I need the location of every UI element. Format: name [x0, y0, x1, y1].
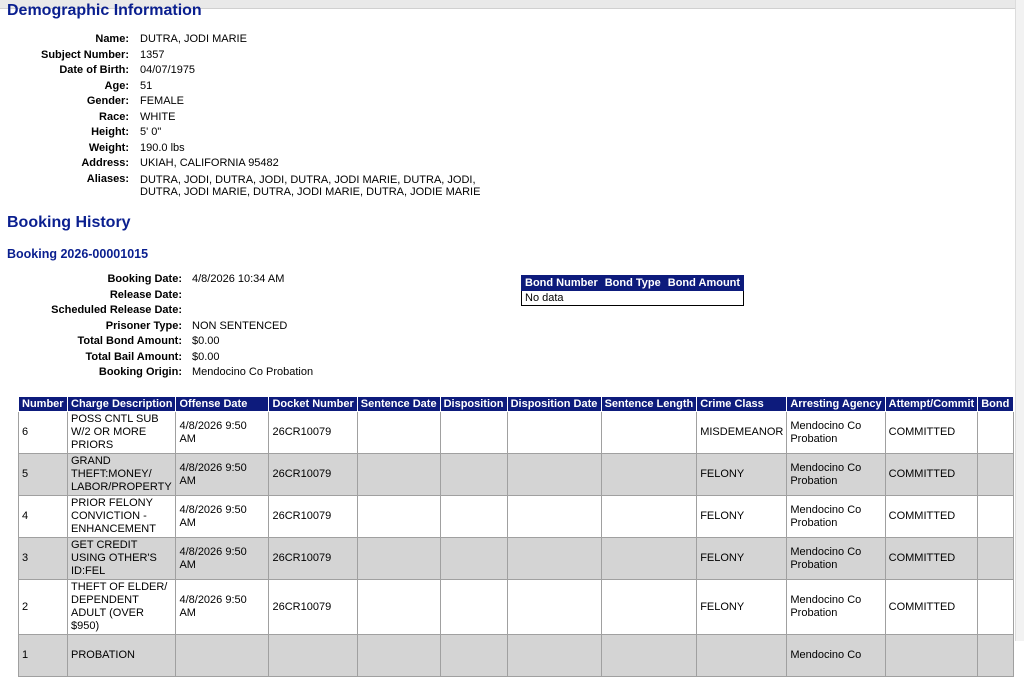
field-label: Total Bail Amount: [85, 350, 182, 363]
field-label: Gender: [86, 95, 129, 107]
column-header: Arresting Agency [787, 397, 885, 412]
cell-line: Probation [790, 558, 838, 571]
cell-line: Probation [790, 607, 838, 619]
arresting-agency-cell [787, 412, 885, 454]
column-header: Sentence Date [357, 397, 440, 412]
crime-class-cell: FELONY [697, 454, 787, 496]
attempt-commit-cell: COMMITTED [885, 496, 978, 538]
cell-line: POSS CNTL SUB [71, 413, 159, 425]
column-header: Sentence Length [601, 397, 697, 412]
sentence-length-cell [601, 496, 697, 538]
column-header: Bond Type [601, 276, 664, 291]
offense-date-cell: 4/8/2026 9:50 AM [176, 454, 269, 496]
cell-line: ENHANCEMENT [71, 523, 156, 535]
cell-line: Mendocino Co [790, 419, 862, 432]
disposition-date-cell [507, 496, 601, 538]
charges-table-header [19, 397, 1014, 412]
crime-class-cell: FELONY [697, 580, 787, 635]
charge-number-cell: 1 [19, 635, 68, 677]
disposition-cell [440, 580, 507, 635]
sentence-date-cell [357, 580, 440, 635]
cell-line: PROBATION [71, 649, 135, 661]
field-label: Weight: [88, 141, 129, 154]
column-header: Attempt/Commit [885, 397, 978, 412]
arresting-agency-cell [787, 454, 885, 496]
crime-class-cell: FELONY [697, 538, 787, 580]
field-value: 1357 [140, 48, 165, 61]
offense-date-cell: 4/8/2026 9:50 AM [176, 412, 269, 454]
column-header: Bond [978, 397, 1014, 412]
disposition-cell [440, 538, 507, 580]
no-data-cell: No data [522, 291, 744, 306]
column-header: Disposition Date [507, 397, 601, 412]
cell-line: Mendocino Co [790, 594, 862, 606]
booking-title: Booking 2026-00001015 [7, 247, 149, 261]
cell-line: Probation [790, 432, 838, 445]
field-label: Subject Number: [40, 48, 129, 61]
aliases-line: DUTRA, JODI, DUTRA, JODI, DUTRA, JODI MARIE, DUTRA, JODI, [140, 173, 476, 186]
column-header: Bond Number [522, 276, 602, 291]
bond-cell [978, 412, 1014, 454]
cell-line: Mendocino Co [790, 649, 862, 661]
charge-number-cell: 6 [19, 412, 68, 454]
cell-line: GRAND [71, 455, 111, 467]
disposition-date-cell [507, 580, 601, 635]
column-header: Charge Description [68, 397, 176, 412]
column-header: Offense Date [176, 397, 269, 412]
bond-cell [978, 454, 1014, 496]
cell-line: ADULT (OVER [71, 607, 144, 619]
sentence-date-cell [357, 454, 440, 496]
attempt-commit-cell: COMMITTED [885, 580, 978, 635]
field-value: WHITE [140, 110, 176, 123]
arresting-agency-cell [787, 580, 885, 635]
cell-line: W/2 OR MORE [71, 426, 147, 438]
cell-line: LABOR/PROPERTY [71, 481, 172, 493]
field-value: 5' 0" [140, 126, 162, 138]
attempt-commit-cell: COMMITTED [885, 412, 978, 454]
field-label: Height: [91, 126, 129, 138]
field-value: NON SENTENCED [192, 319, 288, 332]
sentence-date-cell [357, 538, 440, 580]
vertical-scrollbar[interactable] [1015, 0, 1024, 641]
offense-date-cell: 4/8/2026 9:50 AM [176, 580, 269, 635]
field-value: 190.0 lbs [140, 141, 185, 154]
disposition-date-cell [507, 538, 601, 580]
charge-number-cell: 2 [19, 580, 68, 635]
crime-class-cell: FELONY [697, 496, 787, 538]
cell-line: $950) [71, 620, 100, 632]
arresting-agency-cell [787, 538, 885, 580]
aliases-value [140, 172, 500, 198]
field-label: Aliases: [86, 172, 129, 185]
disposition-cell [440, 412, 507, 454]
cell-line: CONVICTION - [71, 510, 147, 522]
cell-line: USING OTHER'S [71, 552, 157, 564]
cell-line: THEFT:MONEY/ [71, 468, 152, 480]
sentence-date-cell [357, 412, 440, 454]
disposition-date-cell [507, 412, 601, 454]
attempt-commit-cell: COMMITTED [885, 454, 978, 496]
cell-line: DEPENDENT [71, 594, 139, 606]
field-value: 51 [140, 79, 153, 92]
cell-line: THEFT OF ELDER/ [71, 581, 168, 593]
charge-description-cell [68, 538, 176, 580]
bond-cell [978, 496, 1014, 538]
charge-description-cell [68, 412, 176, 454]
field-label: Total Bond Amount: [77, 335, 182, 347]
sentence-length-cell [601, 538, 697, 580]
field-label: Name: [95, 33, 129, 45]
table-row [19, 538, 1014, 580]
field-value: DUTRA, JODI MARIE [140, 33, 247, 45]
cell-line: Mendocino Co [790, 545, 862, 558]
field-value: $0.00 [192, 350, 220, 363]
column-header: Disposition [440, 397, 507, 412]
cell-line: Probation [790, 516, 838, 529]
field-value: 04/07/1975 [140, 64, 196, 76]
field-value: $0.00 [192, 335, 220, 347]
field-label: Release Date: [109, 288, 182, 301]
cell-line: Probation [790, 474, 838, 487]
cell-line: GET CREDIT [71, 539, 138, 551]
field-label: Booking Date: [107, 273, 182, 285]
column-header: Crime Class [697, 397, 787, 412]
field-label: Age: [104, 79, 129, 92]
bond-table [521, 275, 744, 306]
charge-number-cell: 3 [19, 538, 68, 580]
sentence-date-cell [357, 496, 440, 538]
field-label: Booking Origin: [98, 366, 182, 378]
field-value: FEMALE [140, 95, 185, 107]
charge-number-cell: 4 [19, 496, 68, 538]
field-value: Mendocino Co Probation [192, 366, 314, 378]
bond-cell [978, 538, 1014, 580]
docket-number-cell: 26CR10079 [269, 580, 357, 635]
charges-table [18, 396, 1014, 677]
table-row [522, 291, 744, 306]
offense-date-cell: 4/8/2026 9:50 AM [176, 538, 269, 580]
docket-number-cell: 26CR10079 [269, 538, 357, 580]
demographic-heading: Demographic Information [7, 2, 202, 19]
bond-cell [978, 580, 1014, 635]
disposition-date-cell [507, 454, 601, 496]
offense-date-cell: 4/8/2026 9:50 AM [176, 496, 269, 538]
field-label: Race: [99, 110, 129, 123]
cell-line: PRIORS [71, 439, 114, 451]
charge-description-cell [68, 580, 176, 635]
booking-history-heading: Booking History [7, 214, 131, 231]
arresting-agency-cell [787, 496, 885, 538]
field-label: Date of Birth: [59, 64, 129, 76]
table-row [19, 496, 1014, 538]
cell-line: Mendocino Co [790, 461, 862, 474]
docket-number-cell: 26CR10079 [269, 454, 357, 496]
charge-description-cell [68, 454, 176, 496]
bond-table-header [522, 276, 744, 291]
table-row [19, 580, 1014, 635]
column-header: Bond Amount [664, 276, 743, 291]
field-value: 4/8/2026 10:34 AM [192, 273, 285, 285]
table-row [19, 412, 1014, 454]
column-header: Docket Number [269, 397, 357, 412]
field-label: Address: [81, 157, 129, 169]
docket-number-cell: 26CR10079 [269, 412, 357, 454]
disposition-cell [440, 496, 507, 538]
charge-number-cell: 5 [19, 454, 68, 496]
docket-number-cell: 26CR10079 [269, 496, 357, 538]
sentence-length-cell [601, 454, 697, 496]
field-label: Prisoner Type: [105, 319, 182, 332]
column-header: Number [19, 397, 68, 412]
crime-class-cell: MISDEMEANOR [697, 412, 787, 454]
field-label: Scheduled Release Date: [51, 304, 182, 316]
cell-line: ID:FEL [71, 565, 106, 577]
field-value: UKIAH, CALIFORNIA 95482 [140, 157, 279, 169]
attempt-commit-cell: COMMITTED [885, 538, 978, 580]
sentence-length-cell [601, 412, 697, 454]
table-row [19, 454, 1014, 496]
cell-line: Mendocino Co [790, 503, 862, 516]
charge-description-cell [68, 496, 176, 538]
sentence-length-cell [601, 580, 697, 635]
cell-line: PRIOR FELONY [71, 497, 153, 509]
aliases-line: DUTRA, JODI MARIE, DUTRA, JODI MARIE, DUTRA, JODIE MARIE [140, 185, 481, 198]
disposition-cell [440, 454, 507, 496]
